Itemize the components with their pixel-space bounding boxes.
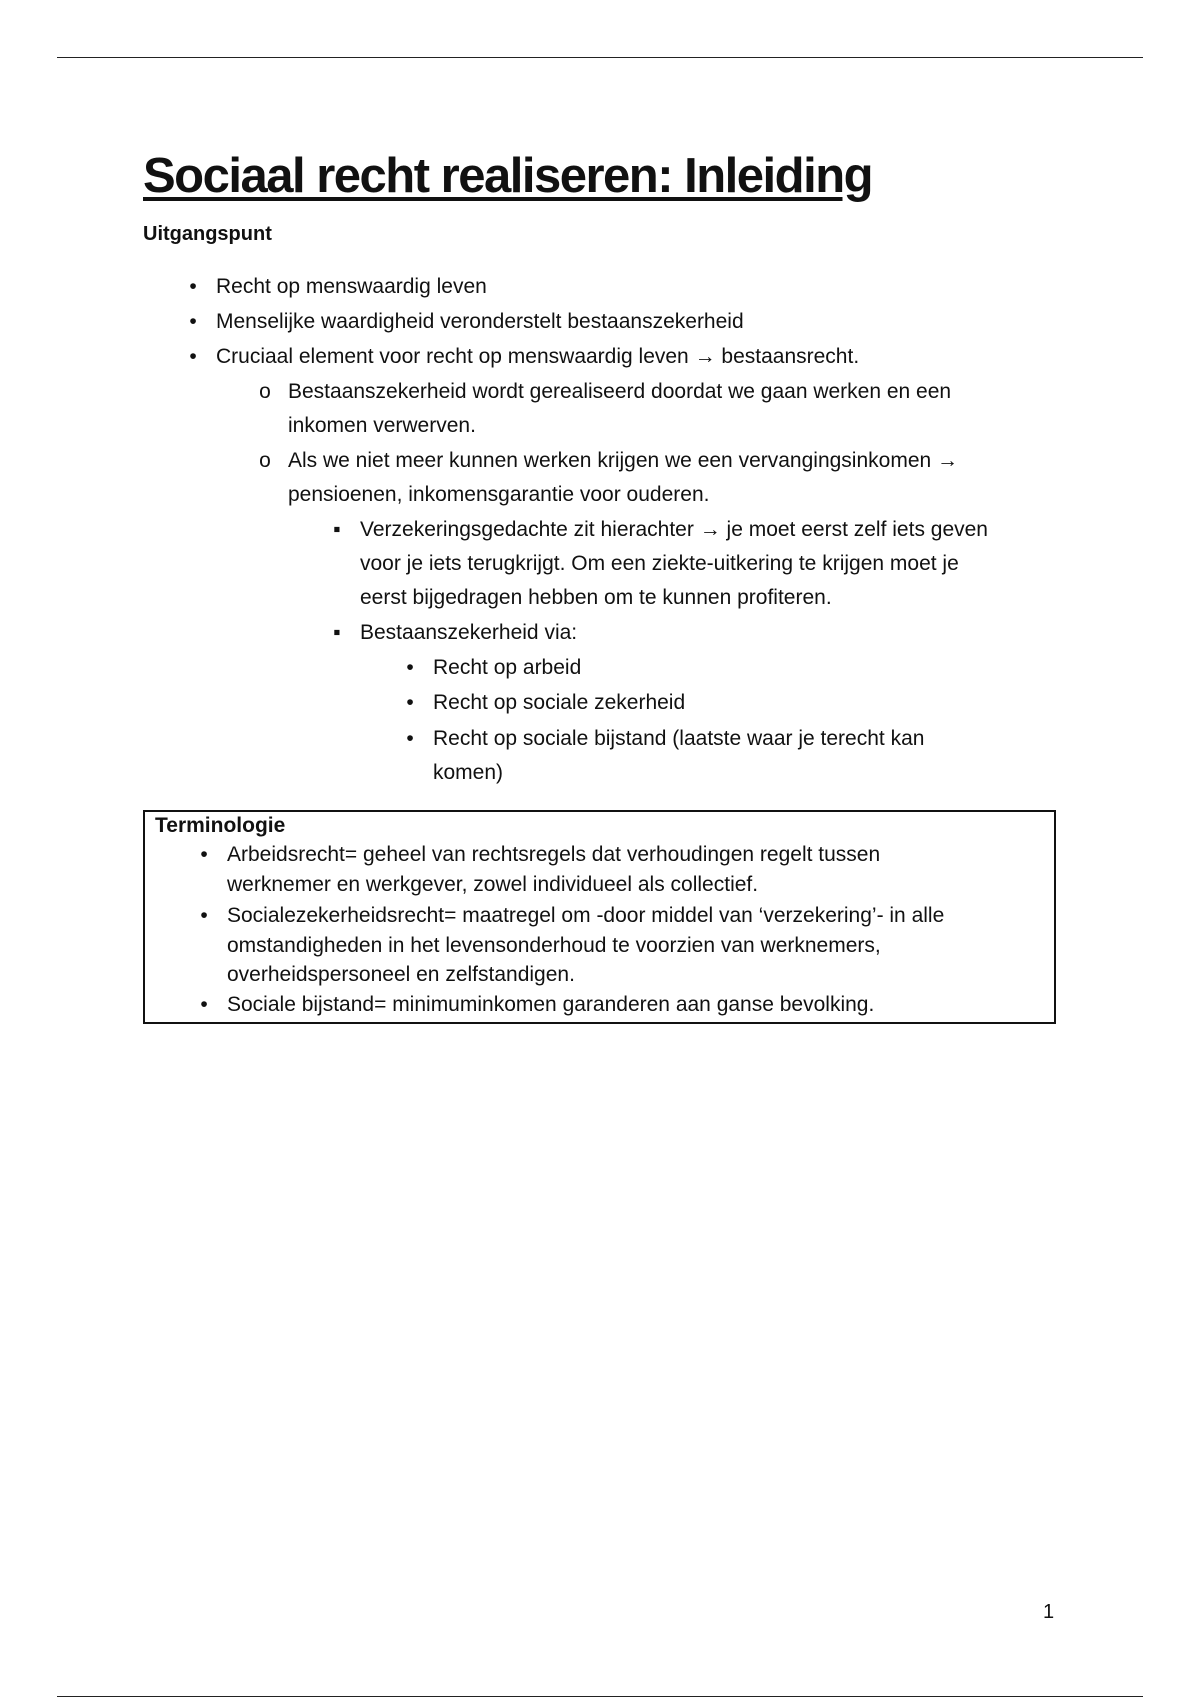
bullet-marker: • bbox=[406, 727, 414, 750]
list-item bbox=[189, 340, 860, 374]
list-item-continuation: eerst bijgedragen hebben om te kunnen profiteren. bbox=[360, 586, 832, 609]
list-item bbox=[189, 305, 744, 339]
list-item-continuation: werknemer en werkgever, zowel individueel als collectief. bbox=[227, 873, 759, 896]
list-item bbox=[200, 840, 881, 870]
bullet-marker: • bbox=[189, 345, 197, 368]
footer-rule bbox=[57, 1696, 1143, 1697]
terminology-box bbox=[143, 810, 1056, 1024]
list-item bbox=[406, 722, 925, 756]
list-item-text: Recht op sociale bijstand (laatste waar je terecht kan bbox=[433, 727, 925, 750]
list-item-continuation: overheidspersoneel en zelfstandigen. bbox=[227, 963, 575, 986]
bullet-marker: o bbox=[259, 380, 271, 403]
list-item-text: Arbeidsrecht= geheel van rechtsregels dat verhoudingen regelt tussen bbox=[227, 843, 881, 866]
list-item-continuation: pensioenen, inkomensgarantie voor ouderen. bbox=[288, 483, 710, 506]
list-item-text: Verzekeringsgedachte zit hierachter → je moet eerst zelf iets geven bbox=[360, 518, 988, 541]
section-heading: Uitgangspunt bbox=[143, 223, 272, 245]
bullet-marker: • bbox=[406, 691, 414, 714]
bullet-marker: • bbox=[189, 275, 197, 298]
list-item-text: Bestaanszekerheid wordt gerealiseerd doordat we gaan werken en een bbox=[288, 380, 952, 403]
list-item-text: Menselijke waardigheid veronderstelt bestaanszekerheid bbox=[216, 310, 744, 333]
list-item bbox=[259, 375, 952, 409]
list-item bbox=[200, 901, 945, 931]
list-item bbox=[333, 616, 578, 650]
list-item-continuation: komen) bbox=[433, 761, 504, 784]
bullet-marker: ▪ bbox=[333, 621, 341, 644]
list-item bbox=[406, 651, 582, 685]
list-item-text: Sociale bijstand= minimuminkomen garanderen aan ganse bevolking. bbox=[227, 993, 875, 1016]
list-item-text: Socialezekerheidsrecht= maatregel om -door middel van ‘verzekering’- in alle bbox=[227, 904, 945, 927]
terminology-title: Terminologie bbox=[155, 814, 286, 837]
list-item-text: Als we niet meer kunnen werken krijgen we een vervangingsinkomen → bbox=[288, 449, 959, 472]
list-item bbox=[333, 513, 988, 547]
list-item bbox=[189, 270, 487, 304]
list-item bbox=[259, 444, 959, 478]
page-number: 1 bbox=[1043, 1601, 1055, 1623]
bullet-marker: • bbox=[406, 656, 414, 679]
list-item-text: Recht op sociale zekerheid bbox=[433, 691, 686, 714]
page-title: Sociaal recht realiseren: Inleiding bbox=[143, 149, 873, 203]
list-item-continuation: voor je iets terugkrijgt. Om een ziekte-uitkering te krijgen moet je bbox=[360, 552, 959, 575]
list-item-text: Bestaanszekerheid via: bbox=[360, 621, 578, 644]
list-item-text: Cruciaal element voor recht op menswaardig leven → bestaansrecht. bbox=[216, 345, 860, 368]
list-item-text: Recht op arbeid bbox=[433, 656, 582, 679]
header-rule bbox=[57, 57, 1143, 58]
bullet-marker: • bbox=[200, 843, 208, 866]
list-item-text: Recht op menswaardig leven bbox=[216, 275, 487, 298]
bullet-marker: • bbox=[200, 904, 208, 927]
list-item bbox=[406, 686, 686, 720]
list-item bbox=[200, 990, 875, 1020]
list-item-continuation: inkomen verwerven. bbox=[288, 414, 476, 437]
bullet-marker: ▪ bbox=[333, 518, 341, 541]
bullet-marker: • bbox=[200, 993, 208, 1016]
bullet-marker: o bbox=[259, 449, 271, 472]
bullet-marker: • bbox=[189, 310, 197, 333]
list-item-continuation: omstandigheden in het levensonderhoud te voorzien van werknemers, bbox=[227, 934, 881, 957]
